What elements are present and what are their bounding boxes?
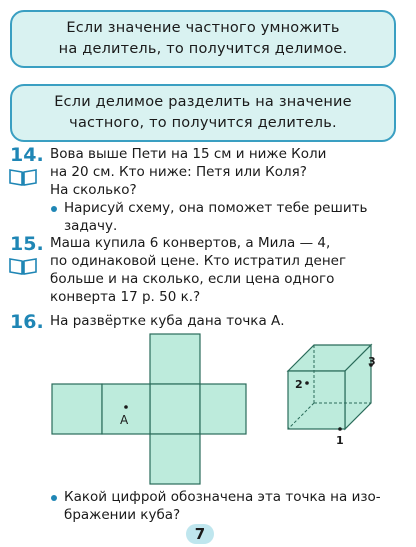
rule-1-line-2: на делитель, то получится делимое.	[58, 41, 348, 57]
rule-2-line-2: частного, то получится делитель.	[69, 115, 337, 131]
task-15-line-4: конверта 17 р. 50 к.?	[50, 289, 201, 305]
task-16-question-line-1: Какой цифрой обозначена эта точка на изо-	[64, 489, 381, 505]
rule-2-line-1: Если делимое разделить на значение	[54, 94, 352, 110]
task-15-line-2: по одинаковой цене. Кто истратил денег	[50, 253, 347, 269]
task-16-question-line-2: бражении куба?	[64, 507, 181, 523]
task-15-number: 15.	[10, 233, 44, 255]
rule-1-line-1: Если значение частного умножить	[66, 20, 340, 36]
page-number: 7	[186, 524, 214, 544]
task-14-line-1: Вова выше Пети на 15 см и ниже Коли	[50, 146, 327, 162]
cube-label-3: 3	[368, 355, 376, 368]
task-14-hint-line-2: задачу.	[64, 218, 118, 234]
task-14-line-2: на 20 см. Кто ниже: Петя или Коля?	[50, 164, 307, 180]
task-15-line-1: Маша купила 6 конвертов, а Мила — 4,	[50, 235, 331, 251]
net-point-label: А	[120, 413, 129, 427]
task-14-number: 14.	[10, 144, 44, 166]
cube-label-1: 1	[336, 434, 344, 447]
task-15-line-3: больше и на сколько, если цена одного	[50, 271, 335, 287]
task-16-number: 16.	[10, 311, 44, 333]
question-bullet	[51, 495, 57, 501]
task-14-hint-line-1: Нарисуй схему, она поможет тебе решить	[64, 200, 368, 216]
task-14-line-3: На сколько?	[50, 182, 137, 198]
task-16-line-1: На развёртке куба дана точка А.	[50, 313, 285, 329]
cube-label-2: 2	[295, 378, 303, 391]
